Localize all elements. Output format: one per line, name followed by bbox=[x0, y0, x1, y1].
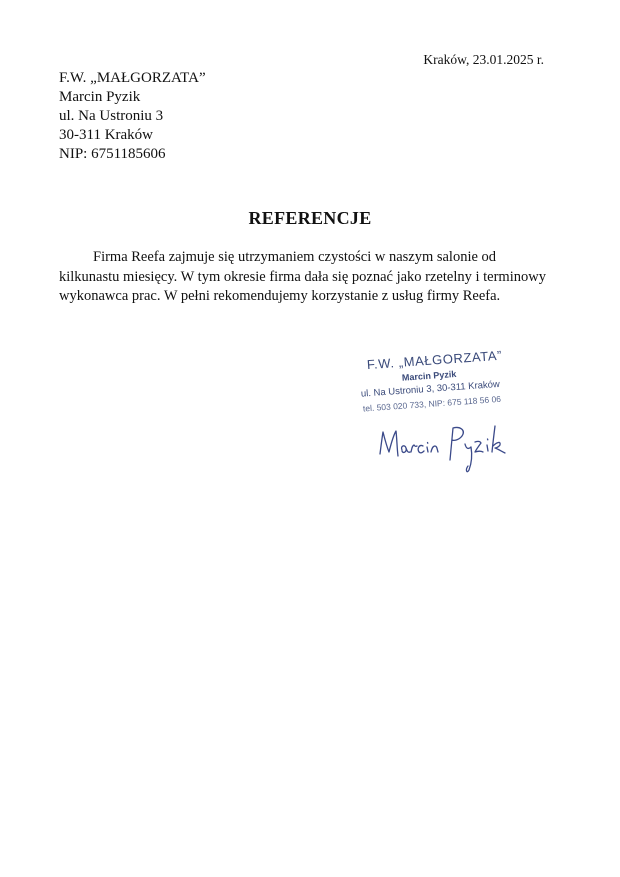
sender-postal-city: 30-311 Kraków bbox=[59, 127, 154, 143]
stamp-person-name: Marcin Pyzik bbox=[401, 368, 457, 383]
stamp-contact: tel. 503 020 733, NIP: 675 118 56 06 bbox=[362, 393, 502, 414]
sender-address-block bbox=[59, 69, 206, 164]
body-line: Firma Reefa zajmuje się utrzymaniem czystości w naszym salonie od bbox=[93, 249, 497, 265]
body-line: kilkunastu miesięcy. W tym okresie firma dała się poznać jako rzetelny i terminowy bbox=[59, 268, 546, 285]
stamp-address: ul. Na Ustroniu 3, 30-311 Kraków bbox=[360, 378, 501, 400]
sender-company-name: F.W. „MAŁGORZATA” bbox=[59, 70, 206, 86]
reference-body bbox=[59, 248, 559, 307]
document-date: Kraków, 23.01.2025 r. bbox=[423, 52, 544, 67]
document-title: REFERENCJE bbox=[248, 208, 372, 228]
handwritten-signature bbox=[374, 420, 514, 482]
body-line: wykonawca prac. W pełni rekomendujemy korzystanie z usług firmy Reefa. bbox=[59, 288, 501, 304]
sender-street: ul. Na Ustroniu 3 bbox=[59, 108, 164, 124]
sender-person-name: Marcin Pyzik bbox=[59, 89, 141, 105]
stamp-company-name: F.W. „MAŁGORZATA” bbox=[366, 347, 503, 373]
sender-tax-id: NIP: 6751185606 bbox=[59, 146, 166, 162]
company-stamp bbox=[354, 340, 528, 422]
